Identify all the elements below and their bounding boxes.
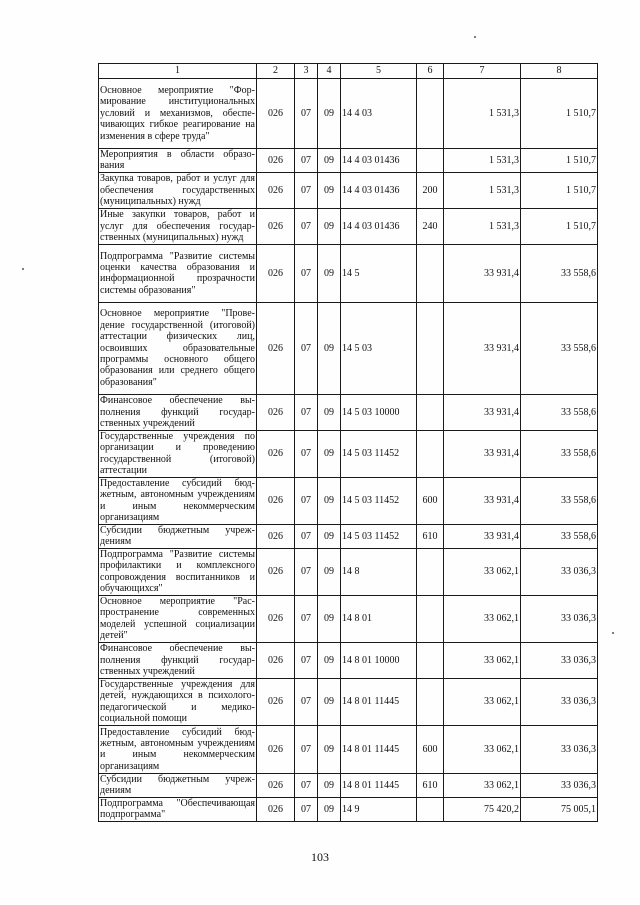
cell-amount-year1: 33 931,4	[444, 394, 521, 430]
table-row	[99, 678, 598, 725]
header-col-1: 1	[99, 64, 257, 79]
cell-admin-code: 026	[257, 244, 295, 302]
cell-amount-year1: 75 420,2	[444, 797, 521, 821]
cell-amount-year2: 33 036,3	[521, 678, 598, 725]
cell-section: 07	[295, 430, 318, 477]
cell-name: Подпрограмма "Обеспечивающая подпрограмма"	[100, 797, 255, 821]
cell-admin-code: 026	[257, 548, 295, 595]
cell-section: 07	[295, 244, 318, 302]
cell-amount-year1: 33 931,4	[444, 302, 521, 394]
cell-section: 07	[295, 477, 318, 524]
header-col-5: 5	[341, 64, 417, 79]
cell-section: 07	[295, 79, 318, 149]
cell-admin-code: 026	[257, 477, 295, 524]
cell-admin-code: 026	[257, 172, 295, 208]
cell-expense-type	[417, 548, 444, 595]
cell-expense-type: 240	[417, 208, 444, 244]
cell-subsection: 09	[318, 797, 341, 821]
table-row	[99, 394, 598, 430]
header-col-4: 4	[318, 64, 341, 79]
cell-subsection: 09	[318, 725, 341, 773]
cell-name: Финансовое обеспечение выполнения функций государственных учреждений	[100, 395, 255, 430]
cell-section: 07	[295, 548, 318, 595]
cell-name: Субсидии бюджетным учреждениям	[100, 773, 255, 797]
cell-section: 07	[295, 595, 318, 642]
cell-admin-code: 026	[257, 208, 295, 244]
cell-amount-year1: 33 931,4	[444, 524, 521, 548]
cell-target-article: 14 8 01 11445	[341, 678, 417, 725]
cell-section: 07	[295, 524, 318, 548]
cell-subsection: 09	[318, 149, 341, 173]
cell-name: Государственные учреждения для детей, нуждающихся в психолого-педагогической и медико-социальной помощи	[100, 679, 255, 725]
cell-name: Подпрограмма "Развитие системы оценки качества образования и информационной прозрачности системы образования"	[99, 244, 257, 302]
scan-speck	[22, 268, 24, 270]
cell-amount-year1: 33 062,1	[444, 642, 521, 678]
cell-expense-type	[417, 149, 444, 173]
cell-amount-year1: 1 531,3	[444, 208, 521, 244]
cell-name: Предоставление субсидий бюджетным, автономным учреждениям и иным некоммерческим организациям	[100, 478, 255, 524]
header-col-8: 8	[521, 64, 598, 79]
table-row	[99, 524, 598, 548]
cell-section: 07	[295, 797, 318, 821]
cell-target-article: 14 8 01 11445	[341, 773, 417, 797]
cell-target-article: 14 5 03 10000	[341, 394, 417, 430]
cell-amount-year1: 33 931,4	[444, 477, 521, 524]
table-row	[99, 149, 598, 173]
table-row	[99, 302, 598, 394]
cell-amount-year2: 33 036,3	[521, 773, 598, 797]
cell-amount-year1: 33 062,1	[444, 595, 521, 642]
cell-name: Субсидии бюджетным учреждениям	[100, 524, 255, 548]
cell-target-article: 14 4 03 01436	[341, 172, 417, 208]
cell-section: 07	[295, 149, 318, 173]
cell-name: Основное мероприятие "Проведение государственной (итоговой) аттестации физических лиц, освоивших образовательные программы основного общего образования или среднего общего образования"	[99, 302, 257, 394]
cell-target-article: 14 5 03 11452	[341, 524, 417, 548]
cell-subsection: 09	[318, 244, 341, 302]
table-row	[99, 548, 598, 595]
cell-amount-year2: 33 036,3	[521, 642, 598, 678]
cell-section: 07	[295, 642, 318, 678]
cell-amount-year1: 33 062,1	[444, 773, 521, 797]
cell-expense-type	[417, 302, 444, 394]
cell-target-article: 14 8	[341, 548, 417, 595]
cell-subsection: 09	[318, 394, 341, 430]
cell-amount-year2: 33 558,6	[521, 430, 598, 477]
cell-subsection: 09	[318, 302, 341, 394]
table-body	[99, 79, 598, 822]
table-row	[99, 208, 598, 244]
cell-expense-type: 610	[417, 524, 444, 548]
cell-amount-year2: 33 558,6	[521, 394, 598, 430]
cell-name: Основное мероприятие "Формирование институциональных условий и механизмов, обеспечивающих гибкое реагирование на изменения в сфере труда"	[99, 79, 257, 149]
cell-expense-type: 600	[417, 477, 444, 524]
cell-amount-year1: 1 531,3	[444, 172, 521, 208]
cell-target-article: 14 8 01 10000	[341, 642, 417, 678]
cell-subsection: 09	[318, 595, 341, 642]
cell-expense-type: 600	[417, 725, 444, 773]
cell-name: Предоставление субсидий бюджетным, автономным учреждениям и иным некоммерческим организациям	[100, 726, 255, 772]
cell-target-article: 14 5 03 11452	[341, 430, 417, 477]
table-row	[99, 430, 598, 477]
cell-admin-code: 026	[257, 642, 295, 678]
cell-subsection: 09	[318, 548, 341, 595]
cell-target-article: 14 9	[341, 797, 417, 821]
budget-table	[98, 63, 598, 822]
cell-expense-type	[417, 430, 444, 477]
scan-speck	[474, 36, 476, 38]
cell-admin-code: 026	[257, 773, 295, 797]
cell-subsection: 09	[318, 172, 341, 208]
cell-section: 07	[295, 394, 318, 430]
table-row	[99, 595, 598, 642]
header-col-7: 7	[444, 64, 521, 79]
cell-amount-year1: 33 062,1	[444, 548, 521, 595]
cell-target-article: 14 8 01 11445	[341, 725, 417, 773]
cell-expense-type	[417, 244, 444, 302]
cell-name: Финансовое обеспечение выполнения функций государственных учреждений	[100, 643, 255, 678]
cell-target-article: 14 5 03 11452	[341, 477, 417, 524]
cell-expense-type	[417, 394, 444, 430]
cell-admin-code: 026	[257, 595, 295, 642]
cell-amount-year2: 33 558,6	[521, 524, 598, 548]
cell-expense-type	[417, 642, 444, 678]
cell-section: 07	[295, 773, 318, 797]
cell-admin-code: 026	[257, 678, 295, 725]
cell-name: Мероприятия в области образования	[100, 149, 255, 172]
cell-amount-year1: 33 062,1	[444, 678, 521, 725]
cell-target-article: 14 5	[341, 244, 417, 302]
cell-name: Государственные учреждения по организации и проведению государственной (итоговой) аттестации	[100, 431, 255, 477]
cell-name: Закупка товаров, работ и услуг для обеспечения государственных (муниципальных) нужд	[100, 173, 255, 208]
table-header-row	[99, 64, 598, 79]
header-col-6: 6	[417, 64, 444, 79]
header-col-2: 2	[257, 64, 295, 79]
cell-amount-year1: 1 531,3	[444, 79, 521, 149]
cell-section: 07	[295, 725, 318, 773]
cell-name: Иные закупки товаров, работ и услуг для обеспечения государственных (муниципальных) нужд	[100, 209, 255, 244]
cell-admin-code: 026	[257, 725, 295, 773]
cell-amount-year1: 33 931,4	[444, 244, 521, 302]
cell-amount-year2: 1 510,7	[521, 172, 598, 208]
table-row	[99, 172, 598, 208]
cell-expense-type	[417, 678, 444, 725]
cell-amount-year2: 75 005,1	[521, 797, 598, 821]
cell-admin-code: 026	[257, 430, 295, 477]
cell-expense-type: 610	[417, 773, 444, 797]
table-row	[99, 79, 598, 149]
cell-admin-code: 026	[257, 79, 295, 149]
table-row	[99, 477, 598, 524]
table-row	[99, 773, 598, 797]
cell-expense-type	[417, 79, 444, 149]
cell-section: 07	[295, 302, 318, 394]
scan-speck	[612, 632, 614, 634]
cell-target-article: 14 4 03 01436	[341, 149, 417, 173]
cell-target-article: 14 5 03	[341, 302, 417, 394]
cell-amount-year2: 33 558,6	[521, 302, 598, 394]
cell-admin-code: 026	[257, 797, 295, 821]
cell-target-article: 14 4 03 01436	[341, 208, 417, 244]
cell-target-article: 14 8 01	[341, 595, 417, 642]
cell-subsection: 09	[318, 477, 341, 524]
cell-admin-code: 026	[257, 302, 295, 394]
cell-subsection: 09	[318, 208, 341, 244]
page-number: 103	[311, 850, 329, 864]
table-row	[99, 642, 598, 678]
cell-amount-year1: 33 062,1	[444, 725, 521, 773]
cell-amount-year2: 33 036,3	[521, 595, 598, 642]
cell-admin-code: 026	[257, 524, 295, 548]
cell-section: 07	[295, 172, 318, 208]
cell-expense-type	[417, 595, 444, 642]
cell-amount-year2: 33 558,6	[521, 477, 598, 524]
table-row	[99, 797, 598, 821]
table-row	[99, 725, 598, 773]
cell-subsection: 09	[318, 642, 341, 678]
cell-amount-year1: 1 531,3	[444, 149, 521, 173]
cell-amount-year2: 1 510,7	[521, 149, 598, 173]
cell-admin-code: 026	[257, 394, 295, 430]
cell-amount-year2: 33 036,3	[521, 725, 598, 773]
cell-subsection: 09	[318, 79, 341, 149]
table-row	[99, 244, 598, 302]
cell-name: Основное мероприятие "Распространение современных моделей успешной социализации детей"	[100, 596, 255, 642]
cell-target-article: 14 4 03	[341, 79, 417, 149]
cell-name: Подпрограмма "Развитие системы профилактики и комплексного сопровождения воспитанников и обучающихся"	[100, 549, 255, 595]
cell-amount-year2: 33 558,6	[521, 244, 598, 302]
cell-amount-year2: 1 510,7	[521, 79, 598, 149]
cell-amount-year2: 33 036,3	[521, 548, 598, 595]
header-col-3: 3	[295, 64, 318, 79]
cell-expense-type: 200	[417, 172, 444, 208]
cell-expense-type	[417, 797, 444, 821]
cell-amount-year2: 1 510,7	[521, 208, 598, 244]
cell-section: 07	[295, 208, 318, 244]
cell-section: 07	[295, 678, 318, 725]
cell-admin-code: 026	[257, 149, 295, 173]
cell-subsection: 09	[318, 678, 341, 725]
cell-amount-year1: 33 931,4	[444, 430, 521, 477]
cell-subsection: 09	[318, 430, 341, 477]
cell-subsection: 09	[318, 773, 341, 797]
cell-subsection: 09	[318, 524, 341, 548]
